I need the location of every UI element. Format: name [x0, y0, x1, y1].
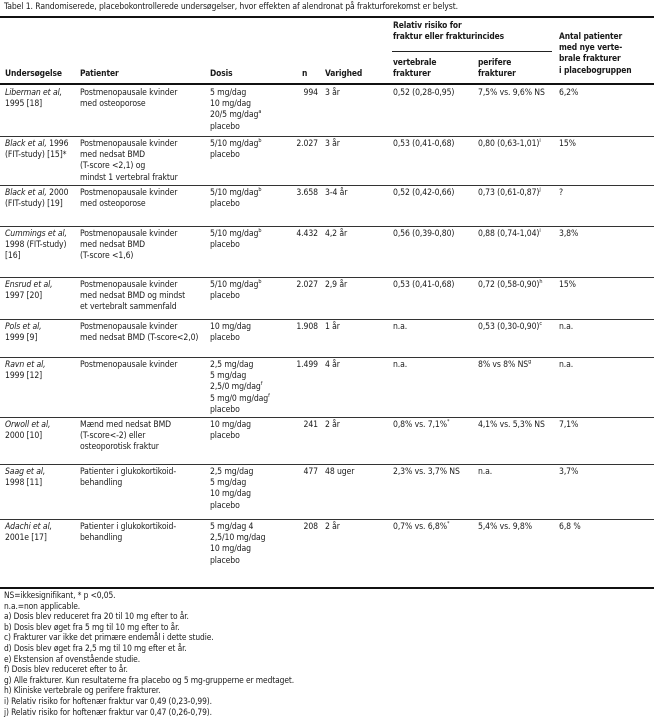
study-author: Pols et al, — [5, 322, 42, 332]
dose-text: 10 mg/dag — [210, 322, 251, 332]
header-peripheral-line1: perifere — [478, 57, 512, 67]
study-reference: (FIT-study) [19] — [5, 199, 63, 210]
cell-study — [5, 467, 45, 489]
cell-peripheral — [478, 139, 541, 150]
header-n: n — [302, 68, 308, 78]
footnote: h) Kliniske vertebrale og perifere frakturer. — [4, 685, 161, 696]
footnote: e) Ekstension af ovenstående studie. — [4, 653, 141, 664]
dose-text: placebo — [210, 404, 240, 415]
cell-duration: 2 år — [325, 420, 340, 430]
footnote: a) Dosis blev reduceret fra 20 til 10 mg efter to år. — [4, 611, 189, 622]
patients-line: med nedsat BMD (T-score<2,0) — [80, 333, 199, 344]
footnote: i) Relativ risiko for hoftenær fraktur var 0,49 (0,23-0,99). — [4, 696, 212, 706]
dose-line — [210, 322, 251, 333]
rr-value: 0,52 (0,42-0,66) — [393, 188, 455, 198]
cell-duration: 3-4 år — [325, 188, 348, 198]
study-first-line — [5, 229, 67, 240]
patients-line: osteoporotisk fraktur — [80, 442, 159, 453]
study-year: 1996 — [46, 139, 69, 149]
footnote: b) Dosis blev øget fra 5 mg til 10 mg efter to år. — [4, 621, 180, 632]
footnote-marker: c — [539, 321, 542, 327]
dose-line — [210, 291, 261, 302]
dose-line — [210, 139, 261, 150]
patients-line: (T-score <1,6) — [80, 251, 134, 262]
dose-line — [210, 360, 270, 371]
cell-dose — [210, 139, 261, 161]
cell-patients — [80, 188, 177, 210]
cell-duration: 2,9 år — [325, 280, 348, 290]
dose-text: placebo — [210, 121, 240, 132]
cell-duration: 2 år — [325, 522, 340, 532]
study-reference: 1999 [9] — [5, 333, 38, 344]
header-study: Undersøgelse — [5, 68, 62, 78]
study-reference: 1999 [12] — [5, 371, 43, 382]
cell-dose — [210, 522, 266, 567]
cell-n: 241 — [303, 420, 318, 430]
dose-text: 5/10 mg/dag — [210, 188, 259, 198]
cell-n: 1.499 — [296, 360, 318, 370]
footnote: f) Dosis blev reduceret efter to år. — [4, 664, 128, 675]
header-patients: Patienter — [80, 68, 119, 78]
patients-line: behandling — [80, 533, 123, 544]
row-divider — [0, 277, 654, 278]
dose-text: 5/10 mg/dag — [210, 229, 259, 239]
patients-line: Patienter i glukokortikoid- — [80, 522, 177, 532]
header-count — [559, 31, 632, 76]
dose-line — [210, 556, 266, 567]
cell-patients — [80, 229, 177, 263]
dose-line — [210, 394, 270, 405]
footnote: n.a.=non applicable. — [4, 600, 81, 611]
cell-patients — [80, 522, 176, 544]
cell-dose — [210, 360, 270, 416]
dose-text: 5/10 mg/dag — [210, 139, 259, 149]
dose-text: placebo — [210, 150, 240, 161]
header-peripheral-line2: frakturer — [478, 68, 516, 79]
cell-vertebral — [393, 88, 454, 99]
patients-line: med nedsat BMD — [80, 240, 146, 251]
patients-line: Postmenopausale kvinder — [80, 88, 178, 98]
dose-text: placebo — [210, 291, 240, 302]
study-first-line — [5, 522, 52, 533]
footnote: NS=ikkesignifikant, * p <0,05. — [4, 590, 116, 600]
rr-value: 0,56 (0,39-0,80) — [393, 229, 455, 239]
dose-line — [210, 478, 253, 489]
patients-line: Mænd med nedsat BMD — [80, 420, 172, 430]
footnote-marker: b — [258, 279, 262, 285]
rr-value: 4,1% vs. 5,3% NS — [478, 420, 545, 430]
dose-text: 20/5 mg/dag — [210, 110, 259, 121]
rr-value: 8% vs 8% NS — [478, 360, 529, 370]
dose-line — [210, 188, 261, 199]
rr-value: 0,88 (0,74-1,04) — [478, 229, 540, 239]
patients-line: med nedsat BMD og mindst — [80, 291, 186, 302]
cell-n: 3.658 — [296, 188, 318, 198]
cell-duration: 4 år — [325, 360, 340, 370]
dose-line — [210, 150, 261, 161]
cell-study — [5, 139, 68, 161]
cell-duration: 4,2 år — [325, 229, 348, 239]
dose-line — [210, 431, 251, 442]
row-divider — [0, 464, 654, 465]
dose-line — [210, 544, 266, 555]
dose-text: placebo — [210, 500, 240, 511]
header-sub-rule — [392, 51, 552, 52]
dose-line — [210, 199, 261, 210]
footnote-marker: f — [260, 381, 263, 388]
footnote: g) Alle frakturer. Kun resultaterne fra placebo og 5 mg-grupperne er medtaget. — [4, 674, 294, 685]
dose-line — [210, 240, 261, 251]
cell-dose — [210, 322, 251, 344]
table-caption-label: Tabel 1. — [4, 2, 33, 12]
cell-patients — [80, 420, 171, 454]
cell-dose — [210, 188, 261, 210]
dose-text: 5 mg/0 mg/dag — [210, 393, 269, 404]
rr-value: 0,53 (0,41-0,68) — [393, 280, 455, 290]
rr-value: 0,8% vs. 7,1% — [393, 420, 447, 430]
study-first-line — [5, 322, 42, 333]
cell-count: 15% — [559, 280, 576, 290]
rr-value: 7,5% vs. 9,6% NS — [478, 88, 545, 98]
cell-count: n.a. — [559, 322, 574, 332]
dose-text: placebo — [210, 555, 240, 566]
rr-value: n.a. — [478, 467, 493, 477]
study-reference: 1995 [18] — [5, 99, 43, 110]
study-author: Black et al, — [5, 139, 47, 149]
cell-vertebral — [393, 467, 460, 478]
study-first-line — [5, 360, 46, 371]
cell-study — [5, 420, 50, 442]
cell-peripheral — [478, 280, 542, 291]
dose-line — [210, 333, 251, 344]
header-rr-line2: fraktur eller frakturincides — [393, 31, 505, 42]
header-dose: Dosis — [210, 68, 233, 78]
header-peripheral — [478, 57, 516, 79]
header-vertebral — [393, 57, 436, 79]
study-reference: (FIT-study) [15]* — [5, 150, 67, 161]
row-divider — [0, 185, 654, 186]
study-reference: 2000 [10] — [5, 431, 43, 442]
study-author: Black et al, — [5, 188, 47, 198]
cell-n: 2.027 — [296, 280, 318, 290]
dose-text: placebo — [210, 431, 240, 442]
header-rr-group — [393, 20, 504, 42]
header-count-line1: Antal patienter — [559, 31, 623, 41]
header-duration: Varighed — [325, 68, 363, 78]
dose-line — [210, 522, 266, 533]
dose-text: 5/10 mg/dag — [210, 280, 259, 290]
dose-line — [210, 229, 261, 240]
footnote-marker: j — [539, 187, 541, 193]
row-divider — [0, 136, 654, 137]
dose-text: placebo — [210, 240, 240, 251]
patients-line: Postmenopausale kvinder — [80, 139, 178, 149]
rr-value: n.a. — [393, 322, 408, 332]
dose-text: 10 mg/dag — [210, 99, 251, 110]
patients-line: Postmenopausale kvinder — [80, 229, 178, 239]
study-reference: 1997 [20] — [5, 291, 43, 302]
cell-duration: 3 år — [325, 139, 340, 149]
cell-vertebral — [393, 139, 454, 150]
rr-value: 0,72 (0,58-0,90) — [478, 280, 540, 290]
dose-text: placebo — [210, 199, 240, 210]
dose-text: 10 mg/dag — [210, 544, 251, 555]
cell-count: 15% — [559, 139, 576, 149]
row-divider — [0, 519, 654, 520]
cell-count: 7,1% — [559, 420, 579, 430]
cell-peripheral — [478, 88, 545, 99]
dose-text: 2,5 mg/dag — [210, 360, 254, 370]
dose-line — [210, 99, 261, 110]
study-year: 2000 — [46, 188, 69, 198]
dose-text: 2,5/0 mg/dag — [210, 382, 261, 393]
patients-line: mindst 1 vertebral fraktur — [80, 172, 178, 183]
cell-peripheral — [478, 467, 492, 478]
table-caption-text: Randomiserede, placebokontrollerede undersøgelser, hvor effekten af alendronat på frakturforekomst er belyst. — [35, 2, 458, 12]
patients-line: Postmenopausale kvinder — [80, 280, 178, 290]
footnote-marker: i — [539, 228, 541, 234]
rr-value: 2,3% vs. 3,7% NS — [393, 467, 460, 477]
cell-peripheral — [478, 229, 541, 240]
dose-line — [210, 467, 253, 478]
patients-line: (T-score <2,1) og — [80, 161, 146, 172]
cell-peripheral — [478, 420, 545, 431]
cell-study — [5, 360, 46, 382]
cell-count: 6,8 % — [559, 522, 581, 532]
footnote: c) Frakturer var ikke det primære endemål i dette studie. — [4, 632, 214, 643]
study-author: Liberman et al, — [5, 88, 63, 98]
patients-line: Postmenopausale kvinder — [80, 322, 178, 332]
study-first-line — [5, 188, 68, 199]
cell-patients — [80, 467, 176, 489]
dose-text: placebo — [210, 333, 240, 344]
header-count-line4: i placebogruppen — [559, 64, 632, 75]
footnote-marker: b — [258, 138, 262, 144]
cell-study — [5, 88, 62, 110]
study-author: Ravn et al, — [5, 360, 46, 370]
header-count-line2: med nye verte- — [559, 42, 623, 53]
footnote-marker: a — [258, 109, 262, 116]
cell-count: 3,8% — [559, 229, 579, 239]
cell-count: n.a. — [559, 360, 574, 370]
cell-vertebral — [393, 522, 449, 533]
study-author: Adachi et al, — [5, 522, 52, 532]
cell-study — [5, 280, 53, 302]
cell-vertebral — [393, 322, 407, 333]
cell-patients — [80, 322, 198, 344]
cell-patients — [80, 139, 178, 184]
cell-n: 477 — [303, 467, 318, 477]
header-count-line3: brale frakturer — [559, 53, 621, 64]
cell-peripheral — [478, 322, 542, 333]
dose-line — [210, 405, 270, 416]
rr-value: 0,52 (0,28-0,95) — [393, 88, 455, 98]
dose-text: 10 mg/dag — [210, 489, 251, 500]
cell-vertebral — [393, 188, 454, 199]
dose-line — [210, 420, 251, 431]
cell-study — [5, 522, 52, 544]
dose-text: 5 mg/dag — [210, 88, 247, 98]
footnote: d) Dosis blev øget fra 2,5 mg til 10 mg efter et år. — [4, 643, 187, 653]
dose-line — [210, 110, 261, 121]
dose-text: 5 mg/dag 4 — [210, 522, 254, 532]
patients-line: med osteoporose — [80, 99, 146, 110]
patients-line: Postmenopausale kvinder — [80, 188, 178, 198]
study-first-line — [5, 467, 45, 478]
study-author: Cummings et al, — [5, 229, 67, 239]
dose-line — [210, 533, 266, 544]
table-bottom-rule — [0, 587, 654, 589]
footnote-marker: * — [446, 419, 450, 425]
header-vertebral-line2: frakturer — [393, 68, 431, 79]
cell-study — [5, 229, 67, 263]
cell-dose — [210, 88, 261, 133]
study-reference: 2001e [17] — [5, 533, 47, 544]
cell-dose — [210, 467, 253, 512]
dose-text: 2,5 mg/dag — [210, 467, 254, 477]
cell-count: 3,7% — [559, 467, 579, 477]
row-divider — [0, 357, 654, 358]
cell-peripheral — [478, 188, 541, 199]
dose-text: 10 mg/dag — [210, 420, 251, 430]
rr-value: 0,80 (0,63-1,01) — [478, 139, 540, 149]
cell-patients — [80, 360, 177, 371]
row-divider — [0, 226, 654, 227]
cell-vertebral — [393, 360, 407, 371]
dose-line — [210, 501, 253, 512]
study-author: Ensrud et al, — [5, 280, 53, 290]
cell-dose — [210, 420, 251, 442]
top-rule — [0, 16, 654, 18]
patients-line: Postmenopausale kvinder — [80, 360, 178, 370]
cell-study — [5, 322, 42, 344]
cell-count: ? — [559, 188, 564, 198]
cell-dose — [210, 229, 261, 251]
row-divider — [0, 417, 654, 418]
cell-count: 6,2% — [559, 88, 579, 98]
footnote-marker: i — [539, 138, 541, 144]
footnote-marker: g — [528, 359, 532, 365]
row-divider — [0, 319, 654, 320]
rr-value: 0,53 (0,30-0,90) — [478, 322, 540, 332]
header-bottom-rule — [0, 83, 654, 85]
footnote: j) Relativ risiko for hoftenær fraktur var 0,47 (0,26-0,79). — [4, 706, 212, 717]
study-reference: 1998 [11] — [5, 478, 43, 489]
cell-n: 208 — [303, 522, 318, 532]
dose-line — [210, 489, 253, 500]
cell-n: 2.027 — [296, 139, 318, 149]
patients-line: et vertebralt sammenfald — [80, 302, 177, 313]
study-first-line — [5, 88, 62, 99]
dose-text: 2,5/10 mg/dag — [210, 533, 266, 544]
study-first-line — [5, 420, 50, 431]
cell-duration: 3 år — [325, 88, 340, 98]
dose-line — [210, 122, 261, 133]
patients-line: med osteoporose — [80, 199, 146, 210]
cell-n: 4.432 — [296, 229, 318, 239]
footnote-marker: h — [539, 279, 543, 285]
header-vertebral-line1: vertebrale — [393, 57, 437, 67]
rr-value: 0,7% vs. 6,8% — [393, 522, 447, 532]
cell-n: 994 — [303, 88, 318, 98]
cell-vertebral — [393, 280, 454, 291]
footnote-marker: * — [446, 521, 450, 527]
cell-patients — [80, 280, 185, 314]
study-first-line — [5, 280, 53, 291]
study-reference: 1998 (FIT-study) — [5, 240, 67, 251]
study-author: Orwoll et al, — [5, 420, 51, 430]
dose-line — [210, 280, 261, 291]
header-rr-line1: Relativ risiko for — [393, 20, 462, 30]
cell-vertebral — [393, 229, 454, 240]
dose-text: 5 mg/dag — [210, 478, 247, 489]
cell-study — [5, 188, 68, 210]
cell-duration: 1 år — [325, 322, 340, 332]
study-author: Saag et al, — [5, 467, 46, 477]
patients-line: behandling — [80, 478, 123, 489]
footnote-marker: b — [258, 187, 262, 193]
dose-text: 5 mg/dag — [210, 371, 247, 382]
footnote-marker: b — [258, 228, 262, 234]
table-caption — [4, 2, 458, 13]
rr-value: 0,73 (0,61-0,87) — [478, 188, 540, 198]
cell-peripheral — [478, 522, 532, 533]
study-first-line — [5, 139, 68, 150]
cell-peripheral — [478, 360, 531, 371]
dose-line — [210, 88, 261, 99]
patients-line: Patienter i glukokortikoid- — [80, 467, 177, 477]
rr-value: 0,53 (0,41-0,68) — [393, 139, 455, 149]
patients-line: med nedsat BMD — [80, 150, 146, 161]
dose-line — [210, 382, 270, 393]
cell-patients — [80, 88, 177, 110]
footnote-marker: f — [268, 392, 270, 399]
rr-value: 5,4% vs. 9,8% — [478, 522, 532, 532]
patients-line: (T-score<-2) eller — [80, 431, 146, 442]
rr-value: n.a. — [393, 360, 408, 370]
cell-vertebral — [393, 420, 449, 431]
cell-duration: 48 uger — [325, 467, 355, 477]
study-reference: [16] — [5, 251, 21, 262]
cell-dose — [210, 280, 261, 302]
cell-n: 1.908 — [296, 322, 318, 332]
